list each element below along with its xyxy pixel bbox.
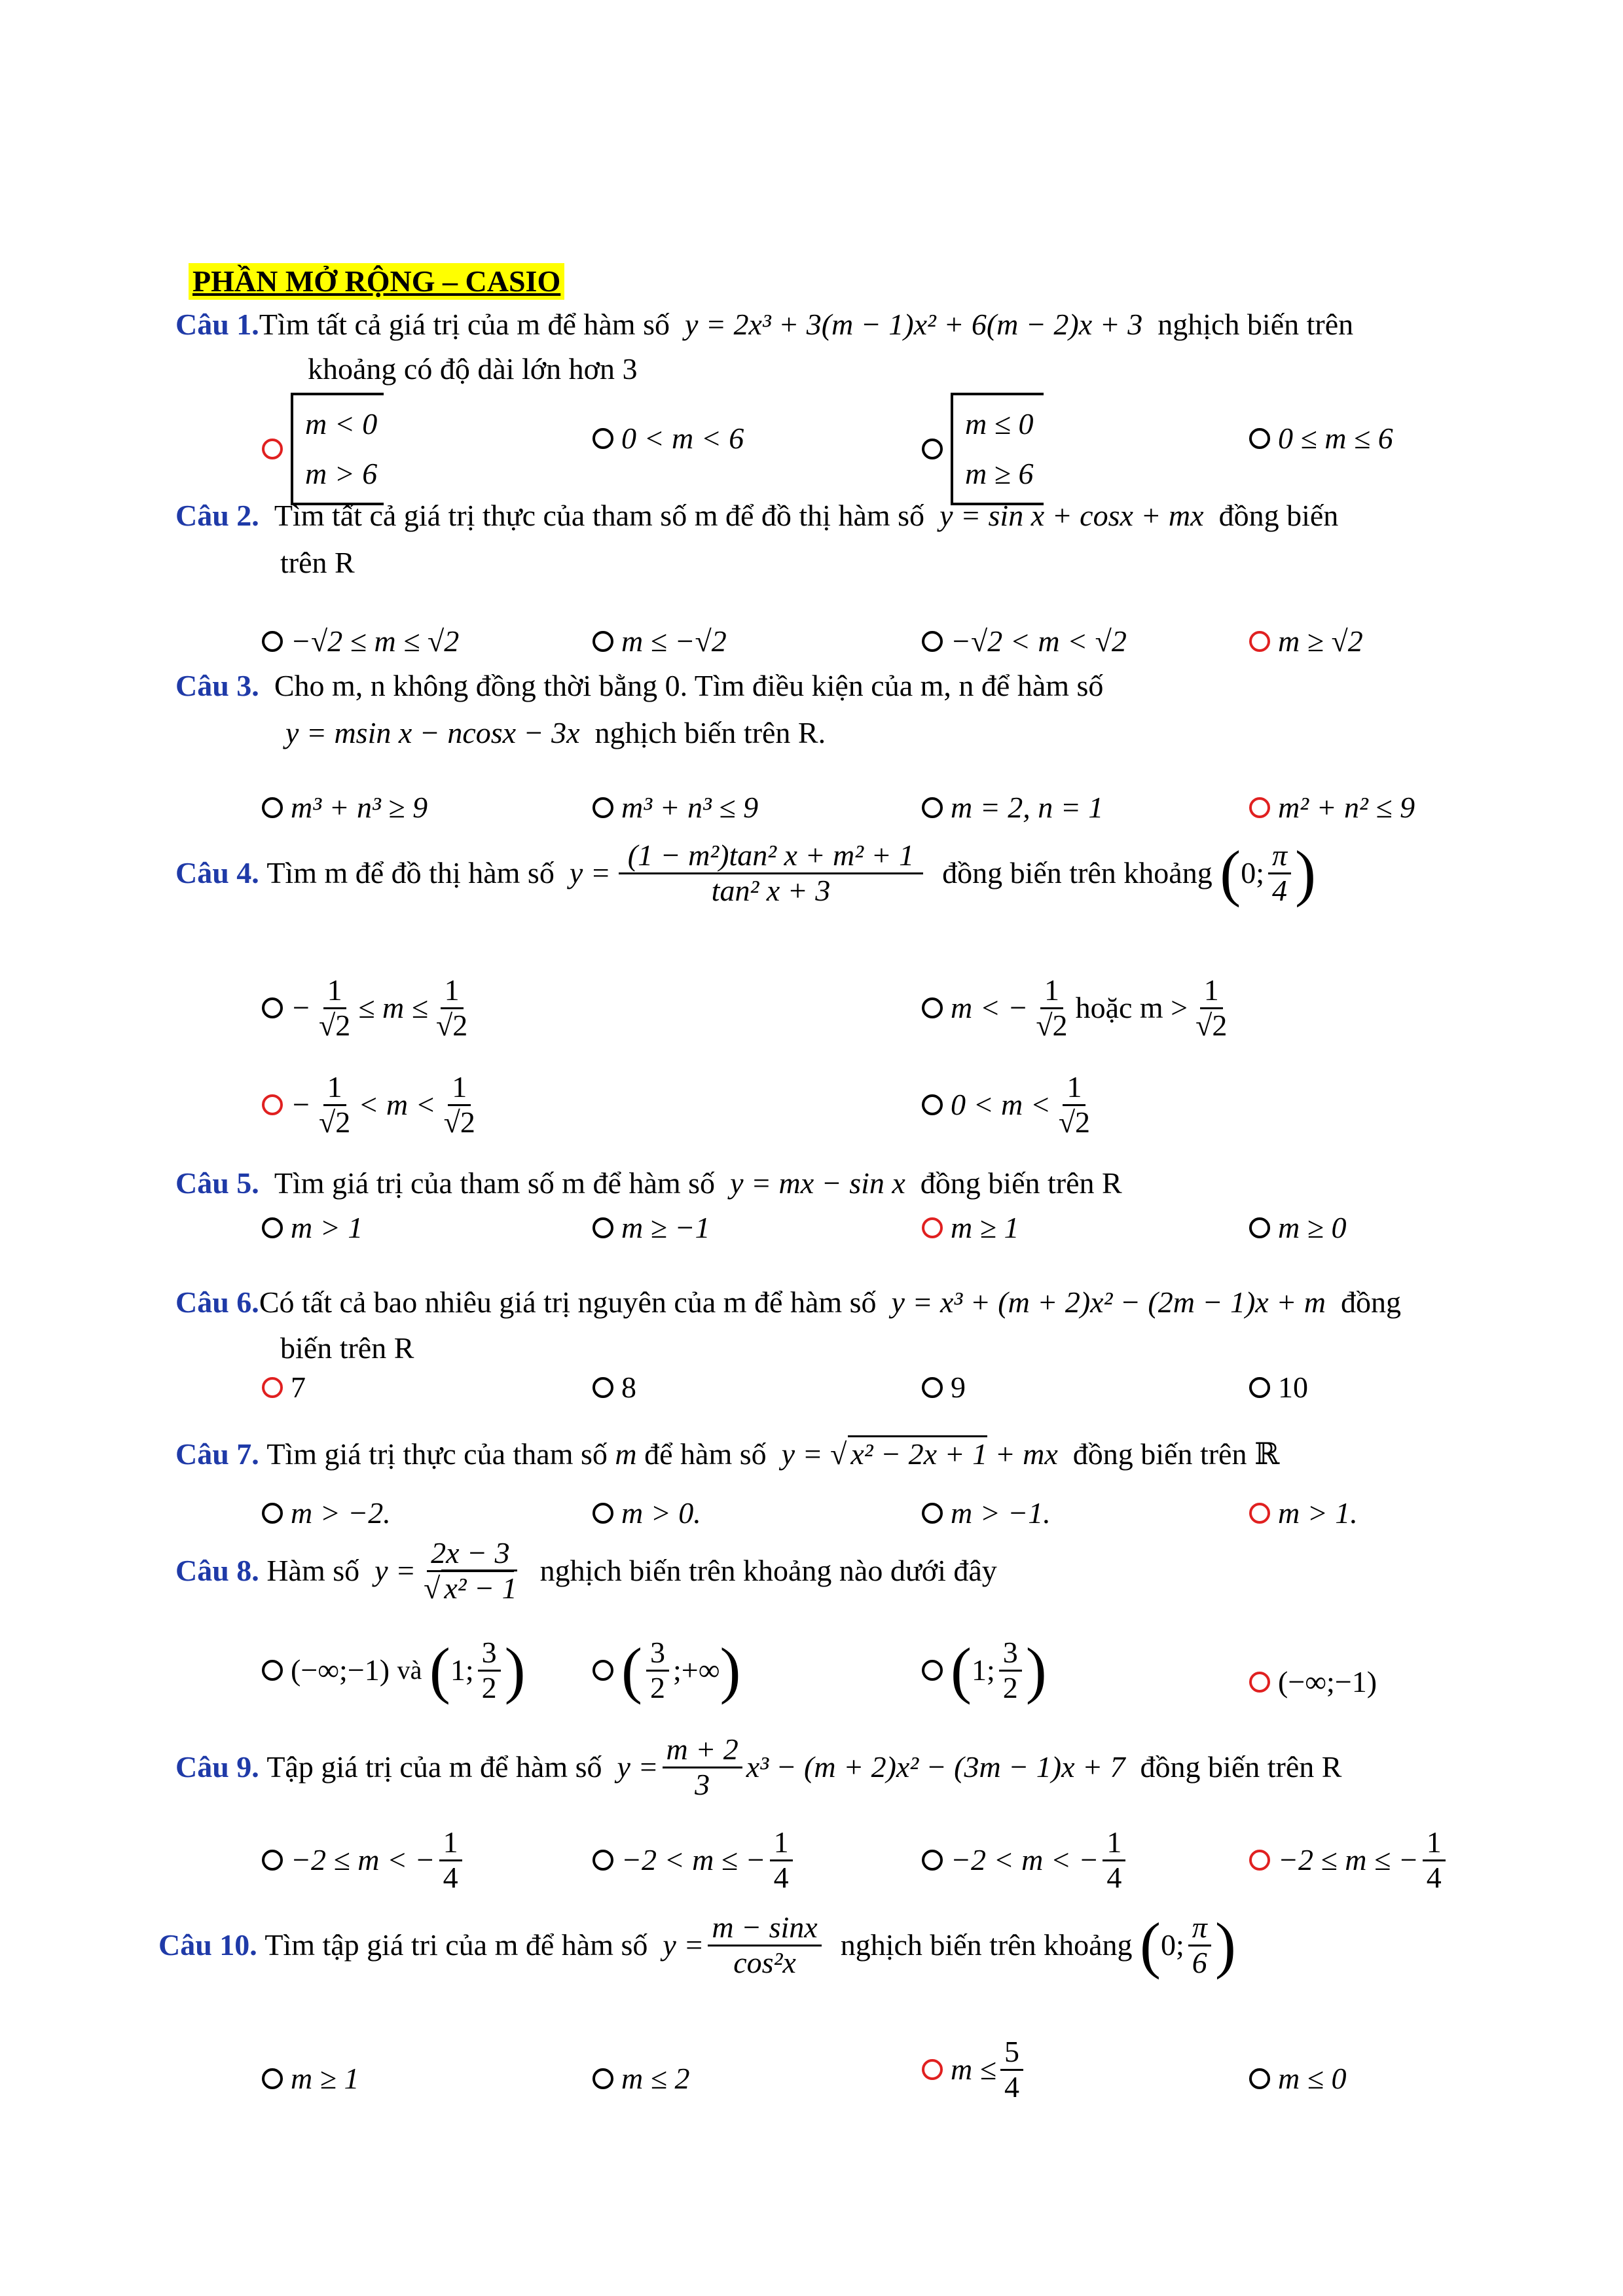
option-text: − — [291, 991, 312, 1025]
fraction-numerator: π — [1188, 1911, 1211, 1946]
option-d[interactable] — [1249, 1368, 1308, 1407]
interval-left: 1; — [450, 1653, 474, 1687]
question-tail: nghịch biến trên khoảng nào dưới đây — [539, 1554, 997, 1588]
option-fraction — [1103, 1826, 1125, 1894]
option-fraction — [1000, 2036, 1023, 2104]
fraction-numerator: m − sinx — [708, 1911, 821, 1946]
radio-circle — [593, 1660, 613, 1681]
question-continuation: biến trên R — [280, 1331, 414, 1365]
option-b[interactable] — [593, 1636, 740, 1704]
question-8 — [175, 1537, 997, 1605]
option-text: m ≥ −1 — [621, 1211, 710, 1244]
close-paren: ) — [1295, 838, 1316, 908]
radio-circle — [1249, 1217, 1270, 1238]
formula-fraction — [420, 1537, 521, 1605]
fraction-denominator: 4 — [773, 1860, 789, 1894]
fraction-denominator: √2 — [319, 1105, 351, 1139]
radio-circle — [1249, 1850, 1270, 1871]
radio-circle — [262, 1377, 283, 1398]
fraction-numerator: 1 — [1040, 974, 1063, 1009]
radio-circle — [593, 1850, 613, 1871]
formula-lhs: y = — [617, 1750, 659, 1784]
option-a[interactable] — [262, 974, 475, 1042]
option-text: 8 — [621, 1371, 636, 1404]
fraction-denominator: 4 — [1426, 1860, 1442, 1894]
fraction-numerator: 1 — [323, 1071, 346, 1106]
option-fraction — [999, 1636, 1022, 1704]
fraction-denominator: 6 — [1192, 1945, 1207, 1979]
question-continuation: khoảng có độ dài lớn hơn 3 — [308, 352, 638, 386]
fraction-numerator: 1 — [323, 974, 346, 1009]
question-9 — [175, 1733, 1341, 1801]
option-text: m < − — [951, 991, 1029, 1025]
option-c[interactable] — [922, 1826, 1129, 1894]
radio-circle — [262, 1660, 283, 1681]
option-d[interactable] — [1249, 622, 1363, 661]
option-text: m ≥ 0 — [1278, 1211, 1347, 1244]
question-text: Tìm giá trị của tham số m để hàm số — [274, 1166, 716, 1200]
radio-circle — [1249, 1503, 1270, 1524]
fraction-numerator: 1 — [441, 974, 464, 1009]
fraction-denominator: 2 — [1002, 1670, 1018, 1704]
open-paren: ( — [621, 1635, 642, 1706]
option-d[interactable] — [1249, 1208, 1346, 1247]
fraction-denominator: cos²x — [733, 1945, 796, 1979]
radio-circle — [262, 631, 283, 652]
interval-left: 1; — [971, 1653, 995, 1687]
option-text: − — [291, 1088, 312, 1122]
option-text: m ≤ 2 — [621, 2062, 690, 2095]
option-c[interactable] — [922, 2036, 1027, 2104]
option-fraction — [440, 1071, 479, 1139]
option-a[interactable] — [262, 1636, 526, 1704]
option-a[interactable] — [262, 788, 428, 827]
option-a[interactable] — [262, 1208, 363, 1247]
option-c[interactable] — [922, 1208, 1019, 1247]
option-text: ≤ m ≤ — [358, 991, 429, 1025]
option-text: 9 — [951, 1371, 966, 1404]
option-text: hoặc m > — [1075, 991, 1188, 1025]
radio-circle — [593, 1377, 613, 1398]
option-a[interactable] — [262, 1494, 391, 1533]
formula-fraction — [663, 1733, 742, 1801]
option-fraction — [478, 1636, 501, 1704]
formula-lhs: y = — [569, 856, 611, 890]
radio-circle — [922, 439, 943, 459]
formula: y = 2x³ + 3(m − 1)x² + 6(m − 2)x + 3 — [685, 308, 1143, 341]
option-fraction — [315, 974, 354, 1042]
fraction-denominator: 2 — [649, 1670, 665, 1704]
bracket-system — [291, 393, 384, 505]
radio-circle — [593, 2068, 613, 2089]
formula-rest: + mx — [994, 1437, 1058, 1471]
formula-lhs: y = — [781, 1437, 823, 1471]
question-text: Tìm giá trị thực của tham số — [266, 1437, 608, 1471]
question-text: Tìm tất cả giá trị thực của tham số m để đồ thị hàm số — [274, 499, 925, 532]
question-label: Câu 1. — [175, 308, 259, 341]
option-fraction — [1192, 974, 1231, 1042]
option-fraction — [439, 1826, 462, 1894]
formula-rest: x³ − (m + 2)x² − (3m − 1)x + 7 — [746, 1750, 1125, 1784]
fraction-denominator: 3 — [695, 1767, 710, 1801]
section-heading: PHẦN MỞ RỘNG – CASIO — [189, 263, 564, 300]
option-text: m ≥ 1 — [951, 1211, 1019, 1244]
option-text: (−∞;−1) — [291, 1653, 390, 1687]
option-text: −2 ≤ m ≤ − — [1278, 1843, 1419, 1877]
radio-circle — [1249, 631, 1270, 652]
question-text: để hàm số — [644, 1437, 767, 1471]
fraction-numerator: 1 — [448, 1071, 471, 1106]
close-paren: ) — [1025, 1635, 1047, 1706]
option-c[interactable] — [922, 1494, 1051, 1533]
question-label: Câu 5. — [175, 1166, 259, 1200]
option-a[interactable] — [262, 2059, 359, 2098]
question-tail: đồng biến trên khoảng — [942, 856, 1213, 890]
option-text: m > 0. — [621, 1496, 701, 1530]
fraction-denominator: √2 — [1195, 1008, 1228, 1042]
fraction-numerator: 1 — [1200, 974, 1223, 1009]
fraction-numerator: π — [1268, 839, 1291, 874]
option-b[interactable] — [593, 1494, 701, 1533]
radio-circle — [262, 439, 283, 459]
radio-circle — [262, 1503, 283, 1524]
option-a[interactable] — [262, 622, 459, 661]
fraction-denominator: √2 — [436, 1008, 468, 1042]
option-text: −2 < m < − — [951, 1843, 1099, 1877]
radio-circle — [922, 1503, 943, 1524]
question-6 — [175, 1283, 1401, 1322]
question-7: Câu 7. Tìm giá trị thực của tham số m để hàm số y = √ x² − 2x + 1 + mx đồng biến trên ℝ — [175, 1435, 1279, 1474]
question-continuation — [285, 713, 826, 753]
option-text: −2 < m ≤ − — [621, 1843, 766, 1877]
system-line: m ≥ 6 — [965, 457, 1034, 490]
question-tail: đồng biến trên ℝ — [1072, 1437, 1280, 1471]
option-text: m ≤ −√2 — [621, 624, 727, 658]
fraction-numerator: 3 — [999, 1636, 1022, 1672]
question-label: Câu 6. — [175, 1285, 259, 1319]
question-label: Câu 3. — [175, 669, 259, 702]
open-paren: ( — [429, 1635, 450, 1706]
variable: m — [615, 1437, 637, 1471]
option-text: m³ + n³ ≥ 9 — [291, 791, 428, 824]
open-paren: ( — [951, 1635, 972, 1706]
radio-circle — [1249, 797, 1270, 818]
fraction-numerator: (1 − m²)tan² x + m² + 1 — [619, 839, 923, 874]
radio-circle — [593, 797, 613, 818]
radio-circle — [922, 631, 943, 652]
formula: y = x³ + (m + 2)x² − (2m − 1)x + m — [891, 1285, 1326, 1319]
option-a[interactable] — [262, 393, 384, 505]
interval-fraction — [1188, 1911, 1211, 1979]
fraction-denominator: 4 — [1106, 1860, 1122, 1894]
radio-circle — [593, 1503, 613, 1524]
open-paren: ( — [1140, 1910, 1161, 1981]
formula-fraction — [619, 839, 923, 907]
radio-circle — [922, 797, 943, 818]
option-a[interactable] — [262, 1368, 306, 1407]
formula: y = msin x − ncosx − 3x — [285, 716, 580, 749]
interval-fraction — [1268, 839, 1291, 907]
option-fraction — [1423, 1826, 1446, 1894]
interval-left: 0; — [1161, 1928, 1184, 1962]
option-text: −√2 < m < √2 — [951, 624, 1127, 658]
option-b[interactable] — [593, 1826, 797, 1894]
option-text: m ≥ √2 — [1278, 624, 1363, 658]
system-line: m > 6 — [305, 457, 378, 490]
option-text: và — [397, 1655, 422, 1685]
option-c[interactable] — [922, 393, 1044, 505]
option-c[interactable] — [922, 622, 1127, 661]
option-b[interactable] — [593, 419, 744, 458]
radio-circle — [1249, 1672, 1270, 1693]
radio-circle — [262, 797, 283, 818]
question-label: Câu 8. — [175, 1554, 259, 1588]
option-text: m > −2. — [291, 1496, 391, 1530]
fraction-numerator: 1 — [1063, 1071, 1085, 1106]
option-a[interactable] — [262, 1826, 466, 1894]
radio-circle — [922, 1094, 943, 1115]
option-b[interactable] — [593, 622, 727, 661]
option-d[interactable] — [1249, 1826, 1450, 1894]
option-text: 0 < m < — [951, 1088, 1051, 1122]
bracket-system — [951, 393, 1044, 505]
option-text: −2 ≤ m < − — [291, 1843, 435, 1877]
option-fraction — [646, 1636, 669, 1704]
question-continuation: trên R — [280, 546, 355, 579]
question-tail: đồng — [1340, 1285, 1401, 1319]
question-1 — [175, 305, 1353, 344]
option-fraction — [1055, 1071, 1094, 1139]
option-fraction — [1032, 974, 1071, 1042]
radio-circle — [262, 1094, 283, 1115]
radicand: x² − 1 — [441, 1570, 517, 1605]
option-fraction — [770, 1826, 793, 1894]
option-c[interactable] — [922, 788, 1103, 827]
formula: y = sin x + cosx + mx — [939, 499, 1204, 532]
fraction-denominator: √2 — [1058, 1105, 1091, 1139]
radio-circle — [593, 1217, 613, 1238]
question-text: Có tất cả bao nhiêu giá trị nguyên của m để hàm số — [259, 1285, 877, 1319]
fraction-denominator: √2 — [443, 1105, 475, 1139]
fraction-denominator: 4 — [443, 1860, 458, 1894]
radio-circle — [1249, 1377, 1270, 1398]
radio-circle — [922, 1850, 943, 1871]
radio-circle — [922, 1217, 943, 1238]
question-text: Tìm tập giá tri của m để hàm số — [264, 1928, 648, 1962]
radio-circle — [922, 2059, 943, 2080]
interval-left: 0; — [1241, 856, 1264, 890]
fraction-numerator: 1 — [1103, 1826, 1125, 1861]
fraction-numerator: 1 — [770, 1826, 793, 1861]
question-text: Cho m, n không đồng thời bằng 0. Tìm điều kiện của m, n để hàm số — [274, 669, 1104, 702]
option-c[interactable] — [922, 1368, 966, 1407]
fraction-numerator: 3 — [478, 1636, 501, 1672]
radio-circle — [1249, 2068, 1270, 2089]
question-label: Câu 2. — [175, 499, 259, 532]
fraction-numerator: 3 — [646, 1636, 669, 1672]
formula-lhs: y = — [374, 1554, 416, 1588]
fraction-numerator: m + 2 — [663, 1733, 742, 1768]
option-text: < m < — [358, 1088, 436, 1122]
option-d[interactable] — [1249, 419, 1393, 458]
close-paren: ) — [1214, 1910, 1236, 1981]
option-d[interactable] — [1249, 1494, 1358, 1533]
radio-circle — [922, 1660, 943, 1681]
option-b[interactable] — [593, 2059, 689, 2098]
formula: y = mx − sin x — [730, 1166, 905, 1200]
system-line: m < 0 — [305, 407, 378, 440]
question-tail: đồng biến — [1218, 499, 1339, 532]
option-text: m = 2, n = 1 — [951, 791, 1104, 824]
radio-circle — [593, 631, 613, 652]
radio-circle — [1249, 428, 1270, 449]
option-text: (−∞;−1) — [1278, 1665, 1377, 1698]
question-text: Tìm tất cả giá trị của m để hàm số — [259, 308, 670, 341]
formula-lhs: y = — [663, 1928, 704, 1962]
option-text: m > 1 — [291, 1211, 363, 1244]
question-4 — [175, 839, 1316, 907]
fraction-numerator: 5 — [1000, 2036, 1023, 2071]
option-fraction — [432, 974, 471, 1042]
question-label: Câu 10. — [158, 1928, 257, 1962]
question-text: Hàm số — [266, 1554, 360, 1588]
close-paren: ) — [504, 1635, 526, 1706]
option-text: 0 ≤ m ≤ 6 — [1278, 422, 1393, 455]
question-5 — [175, 1164, 1122, 1203]
fraction-numerator: 1 — [439, 1826, 462, 1861]
question-text: Tìm m để đồ thị hàm số — [266, 856, 555, 890]
radio-circle — [262, 1850, 283, 1871]
option-d[interactable] — [1249, 788, 1415, 827]
fraction-numerator: 1 — [1423, 1826, 1446, 1861]
close-paren: ) — [720, 1635, 741, 1706]
question-tail: nghịch biến trên R. — [594, 716, 826, 749]
question-tail: nghịch biến trên khoảng — [840, 1928, 1133, 1962]
open-paren: ( — [1220, 838, 1241, 908]
question-label: Câu 7. — [175, 1437, 259, 1471]
option-text: m ≥ 1 — [291, 2062, 359, 2095]
option-text: m ≤ — [951, 2053, 996, 2087]
option-c[interactable] — [262, 1071, 483, 1139]
fraction-denominator: √ x² − 1 — [420, 1572, 521, 1605]
radio-circle — [262, 2068, 283, 2089]
option-b[interactable] — [593, 1208, 710, 1247]
option-b[interactable] — [593, 788, 758, 827]
option-b[interactable] — [593, 1368, 636, 1407]
option-d[interactable] — [922, 1071, 1098, 1139]
question-text: Tập giá trị của m để hàm số — [266, 1750, 602, 1784]
option-fraction — [315, 1071, 354, 1139]
question-10 — [158, 1911, 1236, 1979]
radio-circle — [922, 997, 943, 1018]
option-text: 10 — [1278, 1371, 1308, 1404]
fraction-denominator: 4 — [1271, 873, 1287, 907]
option-d[interactable] — [1249, 1662, 1377, 1702]
question-label: Câu 9. — [175, 1750, 259, 1784]
fraction-denominator: tan² x + 3 — [711, 873, 831, 907]
radio-circle — [922, 1377, 943, 1398]
option-text: 7 — [291, 1371, 306, 1404]
fraction-denominator: 4 — [1004, 2070, 1019, 2104]
option-text: m > −1. — [951, 1496, 1051, 1530]
fraction-numerator: 2x − 3 — [427, 1537, 513, 1572]
interval-right: ;+∞ — [672, 1653, 720, 1687]
question-2 — [175, 496, 1338, 535]
option-text: m³ + n³ ≤ 9 — [621, 791, 759, 824]
option-text: −√2 ≤ m ≤ √2 — [291, 624, 460, 658]
option-text: m ≤ 0 — [1278, 2062, 1347, 2095]
question-3 — [175, 666, 1103, 706]
option-text: 0 < m < 6 — [621, 422, 744, 455]
formula-fraction — [708, 1911, 821, 1979]
option-c[interactable] — [922, 1636, 1047, 1704]
option-d[interactable] — [1249, 2059, 1346, 2098]
fraction-denominator: √2 — [319, 1008, 351, 1042]
fraction-denominator: √2 — [1036, 1008, 1068, 1042]
radio-circle — [593, 428, 613, 449]
option-b[interactable] — [922, 974, 1235, 1042]
radio-circle — [262, 997, 283, 1018]
option-text: m² + n² ≤ 9 — [1278, 791, 1415, 824]
system-line: m ≤ 0 — [965, 407, 1034, 440]
fraction-denominator: 2 — [481, 1670, 497, 1704]
question-label: Câu 4. — [175, 856, 259, 890]
formula-radicand: x² − 2x + 1 — [848, 1435, 987, 1471]
question-tail: đồng biến trên R — [920, 1166, 1122, 1200]
option-text: m > 1. — [1278, 1496, 1358, 1530]
question-tail: nghịch biến trên — [1158, 308, 1354, 341]
question-tail: đồng biến trên R — [1140, 1750, 1342, 1784]
radio-circle — [262, 1217, 283, 1238]
